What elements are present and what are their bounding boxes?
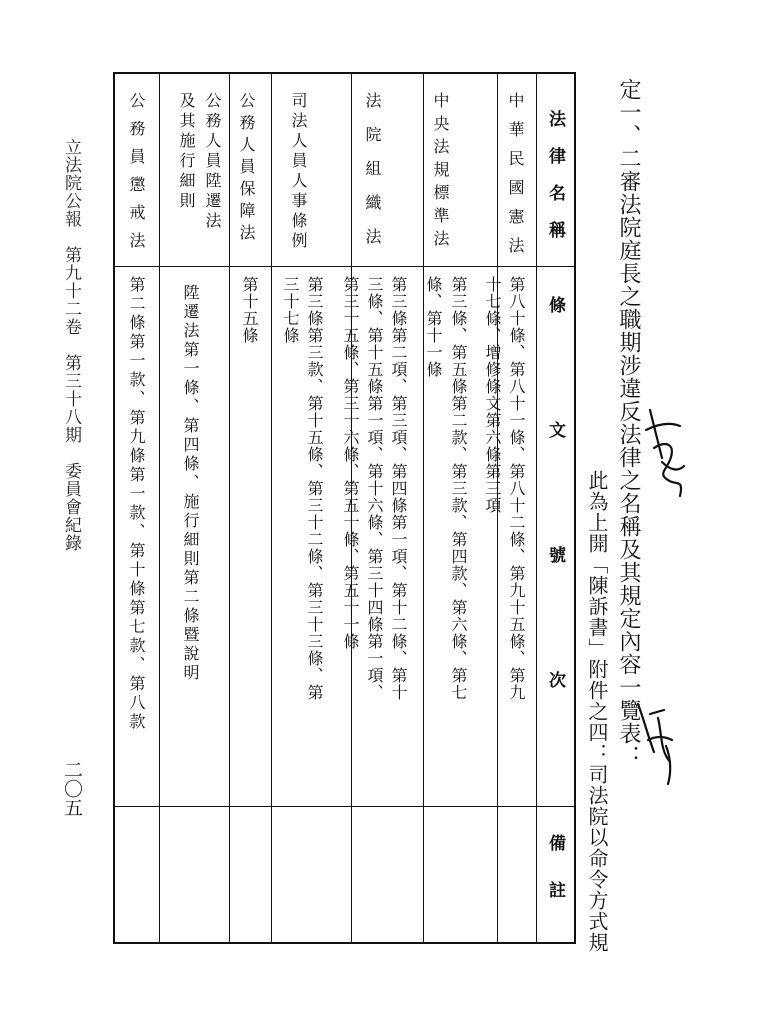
header-article: 條文號次 — [545, 296, 565, 796]
row-3-article-line-1: 第三條第二項、第三項、第四條第一項、第十二條、第十 — [389, 276, 408, 701]
signature-mark-lower — [630, 700, 680, 790]
row-4-name: 司法人員人事條例 — [289, 92, 308, 252]
page-number: 二〇五 — [61, 760, 83, 817]
row-2-article-line-2: 條、第十一條 — [424, 276, 443, 378]
row-1-name: 中華民國憲法 — [506, 92, 525, 266]
row-7-article-line-1: 第二條第一款、第九條第一款、第十條第七款、第八款 — [127, 276, 146, 732]
header-name: 法律名稱 — [545, 110, 565, 258]
row-2-name: 中央法規標準法 — [431, 92, 450, 253]
law-table — [113, 72, 576, 944]
row-6-article-line-1: 陞遷法第一條、第四條、施行細則第二條暨說明 — [181, 284, 200, 683]
row-1-article-line-2: 十七條、增修條文第六條第三項 — [483, 276, 502, 514]
row-1-article-line-1: 第八十條、第八十一條、第八十二條、第九十五條、第九 — [507, 276, 526, 701]
header-note: 備註 — [545, 834, 565, 928]
row-4-article-line-2: 三十七條 — [281, 276, 300, 344]
row-3-article-line-3: 第三十五條、第三十六條、第五十條、第五十一條 — [341, 276, 360, 650]
row-4-article-line-1: 第三條第三款、第十五條、第三十二條、第三十三條、第 — [305, 276, 324, 701]
row-5-article-line-1: 第十五條 — [240, 276, 259, 344]
row-3-name: 法院組織法 — [363, 92, 382, 262]
row-7-name: 公務員懲戒法 — [127, 92, 146, 260]
row-3-article-line-2: 三條、第十五條第一項、第十六條、第三十四條第一項、 — [365, 276, 384, 701]
intro-line-2: 此為上開「陳訴書」附件之四：司法院以命令方式規 — [585, 470, 609, 953]
intro-line-1: 定一、二審法院庭長之職期涉違反法律之名稱及其規定內容一覽表： — [616, 78, 641, 768]
row-6-name-line-2: 及其施行細則 — [177, 92, 196, 212]
row-2-article-line-1: 第三條、第五條第二款、第三款、第四款、第六條、第七 — [449, 276, 468, 701]
row-5-name: 公務人員保障法 — [237, 92, 256, 246]
row-6-name-line-1: 公務人員陞遷法 — [203, 92, 222, 232]
signature-mark-upper — [640, 400, 690, 510]
running-head: 立法院公報 第九十二卷 第三十八期 委員會紀錄 — [61, 138, 81, 552]
